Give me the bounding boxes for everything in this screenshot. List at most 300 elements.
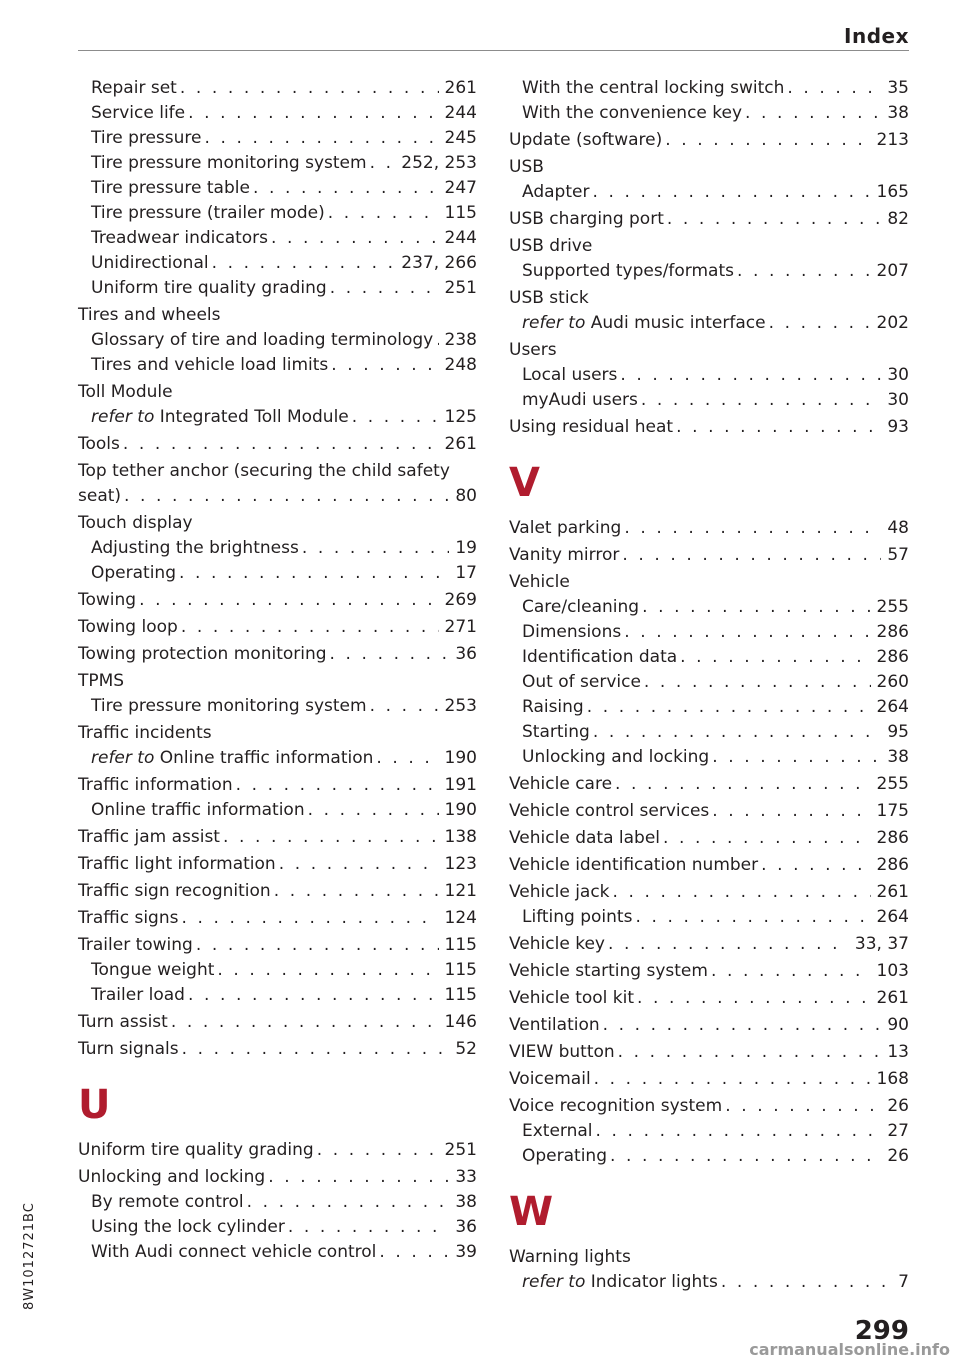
dot-leader xyxy=(308,798,439,823)
index-entry xyxy=(78,432,477,457)
entry-label: Supported types/formats xyxy=(522,261,734,281)
index-entry xyxy=(78,825,477,850)
entry-label: Turn signals xyxy=(78,1039,179,1059)
page-reference: 253 xyxy=(444,696,477,716)
entry-label: Vanity mirror xyxy=(509,545,620,565)
dot-leader xyxy=(596,1119,882,1144)
page-reference: 207 xyxy=(876,261,909,281)
entry-label: seat) xyxy=(78,486,122,506)
dot-leader xyxy=(624,620,870,645)
page-reference: 244 xyxy=(444,103,477,123)
index-entry xyxy=(78,588,477,613)
cross-reference-target: Integrated Toll Module xyxy=(159,407,349,427)
dot-leader xyxy=(667,207,882,232)
dot-leader xyxy=(635,905,870,930)
entry-label: Vehicle starting system xyxy=(509,961,708,981)
index-entry xyxy=(78,906,477,931)
cross-reference-prefix: refer to xyxy=(91,748,155,768)
index-entry xyxy=(509,155,909,180)
entry-label: Adjusting the brightness xyxy=(91,538,299,558)
index-entry xyxy=(509,1245,909,1270)
index-entry xyxy=(509,986,909,1011)
page-reference: 57 xyxy=(887,545,909,565)
entry-label: Lifting points xyxy=(522,907,633,927)
index-entry xyxy=(78,852,477,877)
index-entry xyxy=(78,773,477,798)
dot-leader xyxy=(330,276,439,301)
cross-reference-prefix: refer to xyxy=(522,313,586,333)
index-entry xyxy=(78,1138,477,1163)
page-reference: 190 xyxy=(444,800,477,820)
entry-label: Uniform tire quality grading xyxy=(78,1140,314,1160)
dot-leader xyxy=(610,1144,881,1169)
page-reference: 38 xyxy=(887,103,909,123)
page-reference: 39 xyxy=(455,1242,477,1262)
index-subentry xyxy=(509,1270,909,1295)
entry-label: Trailer load xyxy=(91,985,185,1005)
dot-leader xyxy=(182,1037,450,1062)
entry-label: Warning lights xyxy=(509,1247,631,1267)
cross-reference-target: Online traffic information xyxy=(159,748,374,768)
index-entry xyxy=(509,570,909,595)
index-entry xyxy=(78,511,477,536)
index-entry xyxy=(78,642,477,667)
page-reference: 260 xyxy=(876,672,909,692)
dot-leader xyxy=(288,1215,449,1240)
entry-label: myAudi users xyxy=(522,390,638,410)
dot-leader xyxy=(247,1190,450,1215)
index-subentry xyxy=(78,405,477,430)
index-subentry xyxy=(78,536,477,561)
page-reference: 103 xyxy=(876,961,909,981)
index-entry xyxy=(509,516,909,541)
index-entry xyxy=(509,880,909,905)
index-subentry xyxy=(78,798,477,823)
entry-label: Glossary of tire and loading terminology xyxy=(91,330,434,350)
page-reference: 48 xyxy=(887,518,909,538)
index-subentry xyxy=(78,983,477,1008)
page-reference: 175 xyxy=(876,801,909,821)
page-reference: 17 xyxy=(455,563,477,583)
entry-label: Local users xyxy=(522,365,618,385)
index-entry xyxy=(78,615,477,640)
page-reference: 165 xyxy=(876,182,909,202)
index-entry xyxy=(509,959,909,984)
entry-label: Trailer towing xyxy=(78,935,193,955)
dot-leader xyxy=(608,932,849,957)
page-reference: 251 xyxy=(444,278,477,298)
page-reference: 245 xyxy=(444,128,477,148)
index-subentry xyxy=(509,259,909,284)
page-reference: 125 xyxy=(444,407,477,427)
index-subentry xyxy=(78,226,477,251)
page-reference: 202 xyxy=(876,313,909,333)
page-reference: 93 xyxy=(887,417,909,437)
page-reference: 238 xyxy=(444,330,477,350)
dot-leader xyxy=(787,76,881,101)
dot-leader xyxy=(379,1240,449,1265)
page-reference: 138 xyxy=(444,827,477,847)
index-subentry xyxy=(509,363,909,388)
dot-leader xyxy=(712,745,881,770)
index-subentry xyxy=(509,720,909,745)
page-reference: 27 xyxy=(887,1121,909,1141)
entry-label: Traffic light information xyxy=(78,854,276,874)
page-number: 299 xyxy=(854,1316,909,1346)
page-reference: 38 xyxy=(455,1192,477,1212)
dot-leader xyxy=(637,986,871,1011)
dot-leader xyxy=(641,388,881,413)
page-reference: 286 xyxy=(876,828,909,848)
page-reference: 115 xyxy=(444,960,477,980)
entry-label: TPMS xyxy=(78,671,125,691)
page-reference: 80 xyxy=(455,486,477,506)
entry-label: USB xyxy=(509,157,544,177)
entry-label: Towing xyxy=(78,590,137,610)
dot-leader xyxy=(279,852,439,877)
page-reference: 264 xyxy=(876,697,909,717)
dot-leader xyxy=(317,1138,439,1163)
entry-label: Treadwear indicators xyxy=(91,228,269,248)
watermark: carmanualsonline.info xyxy=(749,1340,950,1359)
page-reference: 261 xyxy=(876,988,909,1008)
dot-leader xyxy=(370,694,439,719)
dot-leader xyxy=(761,853,870,878)
page-reference: 121 xyxy=(444,881,477,901)
dot-leader xyxy=(587,695,871,720)
entry-label: Top tether anchor (securing the child safety xyxy=(78,461,450,481)
entry-label: Vehicle data label xyxy=(509,828,661,848)
entry-label: Voicemail xyxy=(509,1069,591,1089)
dot-leader xyxy=(181,615,439,640)
index-subentry xyxy=(78,958,477,983)
index-subentry xyxy=(509,695,909,720)
entry-label: USB charging port xyxy=(509,209,664,229)
entry-label: Out of service xyxy=(522,672,641,692)
entry-label: Raising xyxy=(522,697,584,717)
dot-leader xyxy=(331,353,438,378)
entry-label: Tire pressure (trailer mode) xyxy=(91,203,325,223)
page-reference: 191 xyxy=(444,775,477,795)
dot-leader xyxy=(274,879,439,904)
dot-leader xyxy=(124,484,449,509)
index-subentry xyxy=(78,101,477,126)
page-reference: 168 xyxy=(876,1069,909,1089)
page-reference: 33, 37 xyxy=(854,934,909,954)
page-reference: 95 xyxy=(887,722,909,742)
index-column-right xyxy=(509,76,909,1295)
index-section-letter: V xyxy=(509,460,540,506)
index-entry xyxy=(509,1040,909,1065)
index-subentry xyxy=(78,201,477,226)
page-reference: 115 xyxy=(444,203,477,223)
page-reference: 286 xyxy=(876,647,909,667)
dot-leader xyxy=(171,1010,439,1035)
dot-leader xyxy=(330,642,450,667)
dot-leader xyxy=(302,536,450,561)
entry-label: Voice recognition system xyxy=(509,1096,723,1116)
dot-leader xyxy=(613,880,871,905)
index-entry xyxy=(78,459,477,484)
page-reference: 261 xyxy=(876,882,909,902)
page-reference: 146 xyxy=(444,1012,477,1032)
entry-label: Towing loop xyxy=(78,617,178,637)
index-entry xyxy=(78,721,477,746)
entry-label: Touch display xyxy=(78,513,193,533)
index-subentry xyxy=(78,746,477,771)
index-entry xyxy=(509,799,909,824)
entry-label: Vehicle control services xyxy=(509,801,710,821)
dot-leader xyxy=(436,328,438,353)
index-entry xyxy=(78,669,477,694)
page-reference: 213 xyxy=(876,130,909,150)
page-reference: 36 xyxy=(455,1217,477,1237)
index-subentry xyxy=(509,645,909,670)
page-reference: 286 xyxy=(876,855,909,875)
entry-label: Using residual heat xyxy=(509,417,674,437)
entry-label: Tire pressure table xyxy=(91,178,250,198)
index-subentry xyxy=(78,561,477,586)
entry-label: With the central locking switch xyxy=(522,78,785,98)
entry-label: Tire pressure monitoring system xyxy=(91,696,367,716)
page-reference: 248 xyxy=(444,355,477,375)
dot-leader xyxy=(721,1270,892,1295)
page-reference: 30 xyxy=(887,390,909,410)
entry-label: Vehicle identification number xyxy=(509,855,759,875)
entry-label: Service life xyxy=(91,103,186,123)
entry-label: By remote control xyxy=(91,1192,244,1212)
index-subentry xyxy=(78,126,477,151)
page-reference: 247 xyxy=(444,178,477,198)
dot-leader xyxy=(594,1067,871,1092)
index-subentry xyxy=(509,905,909,930)
dot-leader xyxy=(196,933,439,958)
page-header-title: Index xyxy=(844,24,909,48)
dot-leader xyxy=(593,720,882,745)
page-reference: 33 xyxy=(455,1167,477,1187)
dot-leader xyxy=(676,415,881,440)
page-reference: 244 xyxy=(444,228,477,248)
page-reference: 30 xyxy=(887,365,909,385)
dot-leader xyxy=(624,516,881,541)
entry-label: Identification data xyxy=(522,647,678,667)
dot-leader xyxy=(253,176,439,201)
entry-label: Unlocking and locking xyxy=(522,747,710,767)
index-entry xyxy=(78,484,477,509)
page-reference: 261 xyxy=(444,78,477,98)
cross-reference-prefix: refer to xyxy=(522,1272,586,1292)
page-reference: 7 xyxy=(898,1272,909,1292)
index-entry xyxy=(78,933,477,958)
index-entry xyxy=(509,826,909,851)
dot-leader xyxy=(181,906,438,931)
index-entry xyxy=(509,128,909,153)
index-entry xyxy=(509,1013,909,1038)
page-reference: 237, 266 xyxy=(401,253,477,273)
entry-label: Operating xyxy=(91,563,176,583)
entry-label: Vehicle xyxy=(509,572,570,592)
dot-leader xyxy=(769,311,871,336)
index-subentry xyxy=(78,328,477,353)
page-reference: 35 xyxy=(887,78,909,98)
index-entry xyxy=(78,1010,477,1035)
entry-label: Traffic sign recognition xyxy=(78,881,271,901)
dot-leader xyxy=(622,543,881,568)
entry-label: Uniform tire quality grading xyxy=(91,278,327,298)
dot-leader xyxy=(180,76,439,101)
page-reference: 252, 253 xyxy=(401,153,477,173)
page-reference: 52 xyxy=(455,1039,477,1059)
page-reference: 269 xyxy=(444,590,477,610)
index-subentry xyxy=(78,1240,477,1265)
page-reference: 19 xyxy=(455,538,477,558)
dot-leader xyxy=(615,772,871,797)
entry-label: Unidirectional xyxy=(91,253,209,273)
index-subentry xyxy=(509,101,909,126)
entry-label: Traffic jam assist xyxy=(78,827,220,847)
cross-reference-target: Indicator lights xyxy=(590,1272,718,1292)
document-code: 8W1012721BC xyxy=(22,1202,37,1310)
dot-leader xyxy=(328,201,439,226)
dot-leader xyxy=(236,773,439,798)
index-subentry xyxy=(78,1215,477,1240)
page-reference: 115 xyxy=(444,935,477,955)
dot-leader xyxy=(139,588,438,613)
dot-leader xyxy=(205,126,439,151)
index-subentry xyxy=(509,1119,909,1144)
index-subentry xyxy=(78,76,477,101)
entry-label: Vehicle care xyxy=(509,774,613,794)
index-subentry xyxy=(78,251,477,276)
dot-leader xyxy=(271,226,439,251)
entry-label: Tongue weight xyxy=(91,960,215,980)
index-entry xyxy=(509,234,909,259)
index-subentry xyxy=(78,151,477,176)
index-entry xyxy=(78,879,477,904)
entry-label: Turn assist xyxy=(78,1012,168,1032)
entry-label: Towing protection monitoring xyxy=(78,644,327,664)
index-subentry xyxy=(509,595,909,620)
entry-label: Valet parking xyxy=(509,518,622,538)
entry-label: Update (software) xyxy=(509,130,663,150)
entry-label: Online traffic information xyxy=(91,800,305,820)
page-reference: 190 xyxy=(444,748,477,768)
entry-label: External xyxy=(522,1121,593,1141)
index-subentry xyxy=(509,1144,909,1169)
dot-leader xyxy=(745,101,881,126)
index-entry xyxy=(509,207,909,232)
dot-leader xyxy=(376,746,438,771)
cross-reference-target: Audi music interface xyxy=(590,313,766,333)
dot-leader xyxy=(188,983,439,1008)
index-entry xyxy=(78,380,477,405)
index-subentry xyxy=(509,388,909,413)
entry-label: Adapter xyxy=(522,182,590,202)
dot-leader xyxy=(665,128,870,153)
page-reference: 286 xyxy=(876,622,909,642)
dot-leader xyxy=(737,259,871,284)
entry-label: Repair set xyxy=(91,78,177,98)
dot-leader xyxy=(711,959,871,984)
page-reference: 255 xyxy=(876,597,909,617)
entry-label xyxy=(522,1270,718,1295)
page-reference: 264 xyxy=(876,907,909,927)
index-subentry xyxy=(78,353,477,378)
entry-label: Operating xyxy=(522,1146,607,1166)
entry-label: With the convenience key xyxy=(522,103,743,123)
entry-label xyxy=(522,311,766,336)
entry-label: Ventilation xyxy=(509,1015,600,1035)
entry-label: Care/cleaning xyxy=(522,597,640,617)
entry-label: Traffic information xyxy=(78,775,233,795)
index-entry xyxy=(509,932,909,957)
entry-label: Toll Module xyxy=(78,382,173,402)
header-divider xyxy=(78,50,909,51)
index-entry xyxy=(509,543,909,568)
dot-leader xyxy=(680,645,870,670)
index-entry xyxy=(78,303,477,328)
index-subentry xyxy=(509,620,909,645)
entry-label: Vehicle key xyxy=(509,934,605,954)
entry-label: Starting xyxy=(522,722,590,742)
entry-label: Tires and wheels xyxy=(78,305,221,325)
dot-leader xyxy=(603,1013,882,1038)
dot-leader xyxy=(188,101,438,126)
dot-leader xyxy=(223,825,439,850)
entry-label: Tools xyxy=(78,434,120,454)
dot-leader xyxy=(642,595,870,620)
index-subentry xyxy=(509,745,909,770)
page-reference: 115 xyxy=(444,985,477,1005)
index-subentry xyxy=(78,176,477,201)
entry-label: Tire pressure monitoring system xyxy=(91,153,367,173)
entry-label: Users xyxy=(509,340,557,360)
cross-reference-prefix: refer to xyxy=(91,407,155,427)
entry-label xyxy=(91,746,373,771)
page-reference: 124 xyxy=(444,908,477,928)
dot-leader xyxy=(123,432,439,457)
index-section-letter: W xyxy=(509,1189,554,1235)
index-subentry xyxy=(509,670,909,695)
dot-leader xyxy=(663,826,871,851)
dot-leader xyxy=(618,1040,882,1065)
page-reference: 36 xyxy=(455,644,477,664)
dot-leader xyxy=(352,405,439,430)
index-entry xyxy=(509,286,909,311)
dot-leader xyxy=(592,180,870,205)
dot-leader xyxy=(212,251,396,276)
index-entry xyxy=(509,1067,909,1092)
entry-label: USB stick xyxy=(509,288,589,308)
entry-label: Dimensions xyxy=(522,622,622,642)
entry-label: Unlocking and locking xyxy=(78,1167,266,1187)
index-entry xyxy=(78,1037,477,1062)
entry-label: Vehicle jack xyxy=(509,882,610,902)
entry-label: Using the lock cylinder xyxy=(91,1217,285,1237)
entry-label: VIEW button xyxy=(509,1042,615,1062)
index-subentry xyxy=(78,694,477,719)
page-reference: 123 xyxy=(444,854,477,874)
entry-label: Traffic signs xyxy=(78,908,179,928)
index-entry xyxy=(509,338,909,363)
index-subentry xyxy=(78,1190,477,1215)
page-reference: 271 xyxy=(444,617,477,637)
dot-leader xyxy=(370,151,396,176)
entry-label: Traffic incidents xyxy=(78,723,212,743)
entry-label: Vehicle tool kit xyxy=(509,988,635,1008)
dot-leader xyxy=(725,1094,881,1119)
dot-leader xyxy=(268,1165,449,1190)
